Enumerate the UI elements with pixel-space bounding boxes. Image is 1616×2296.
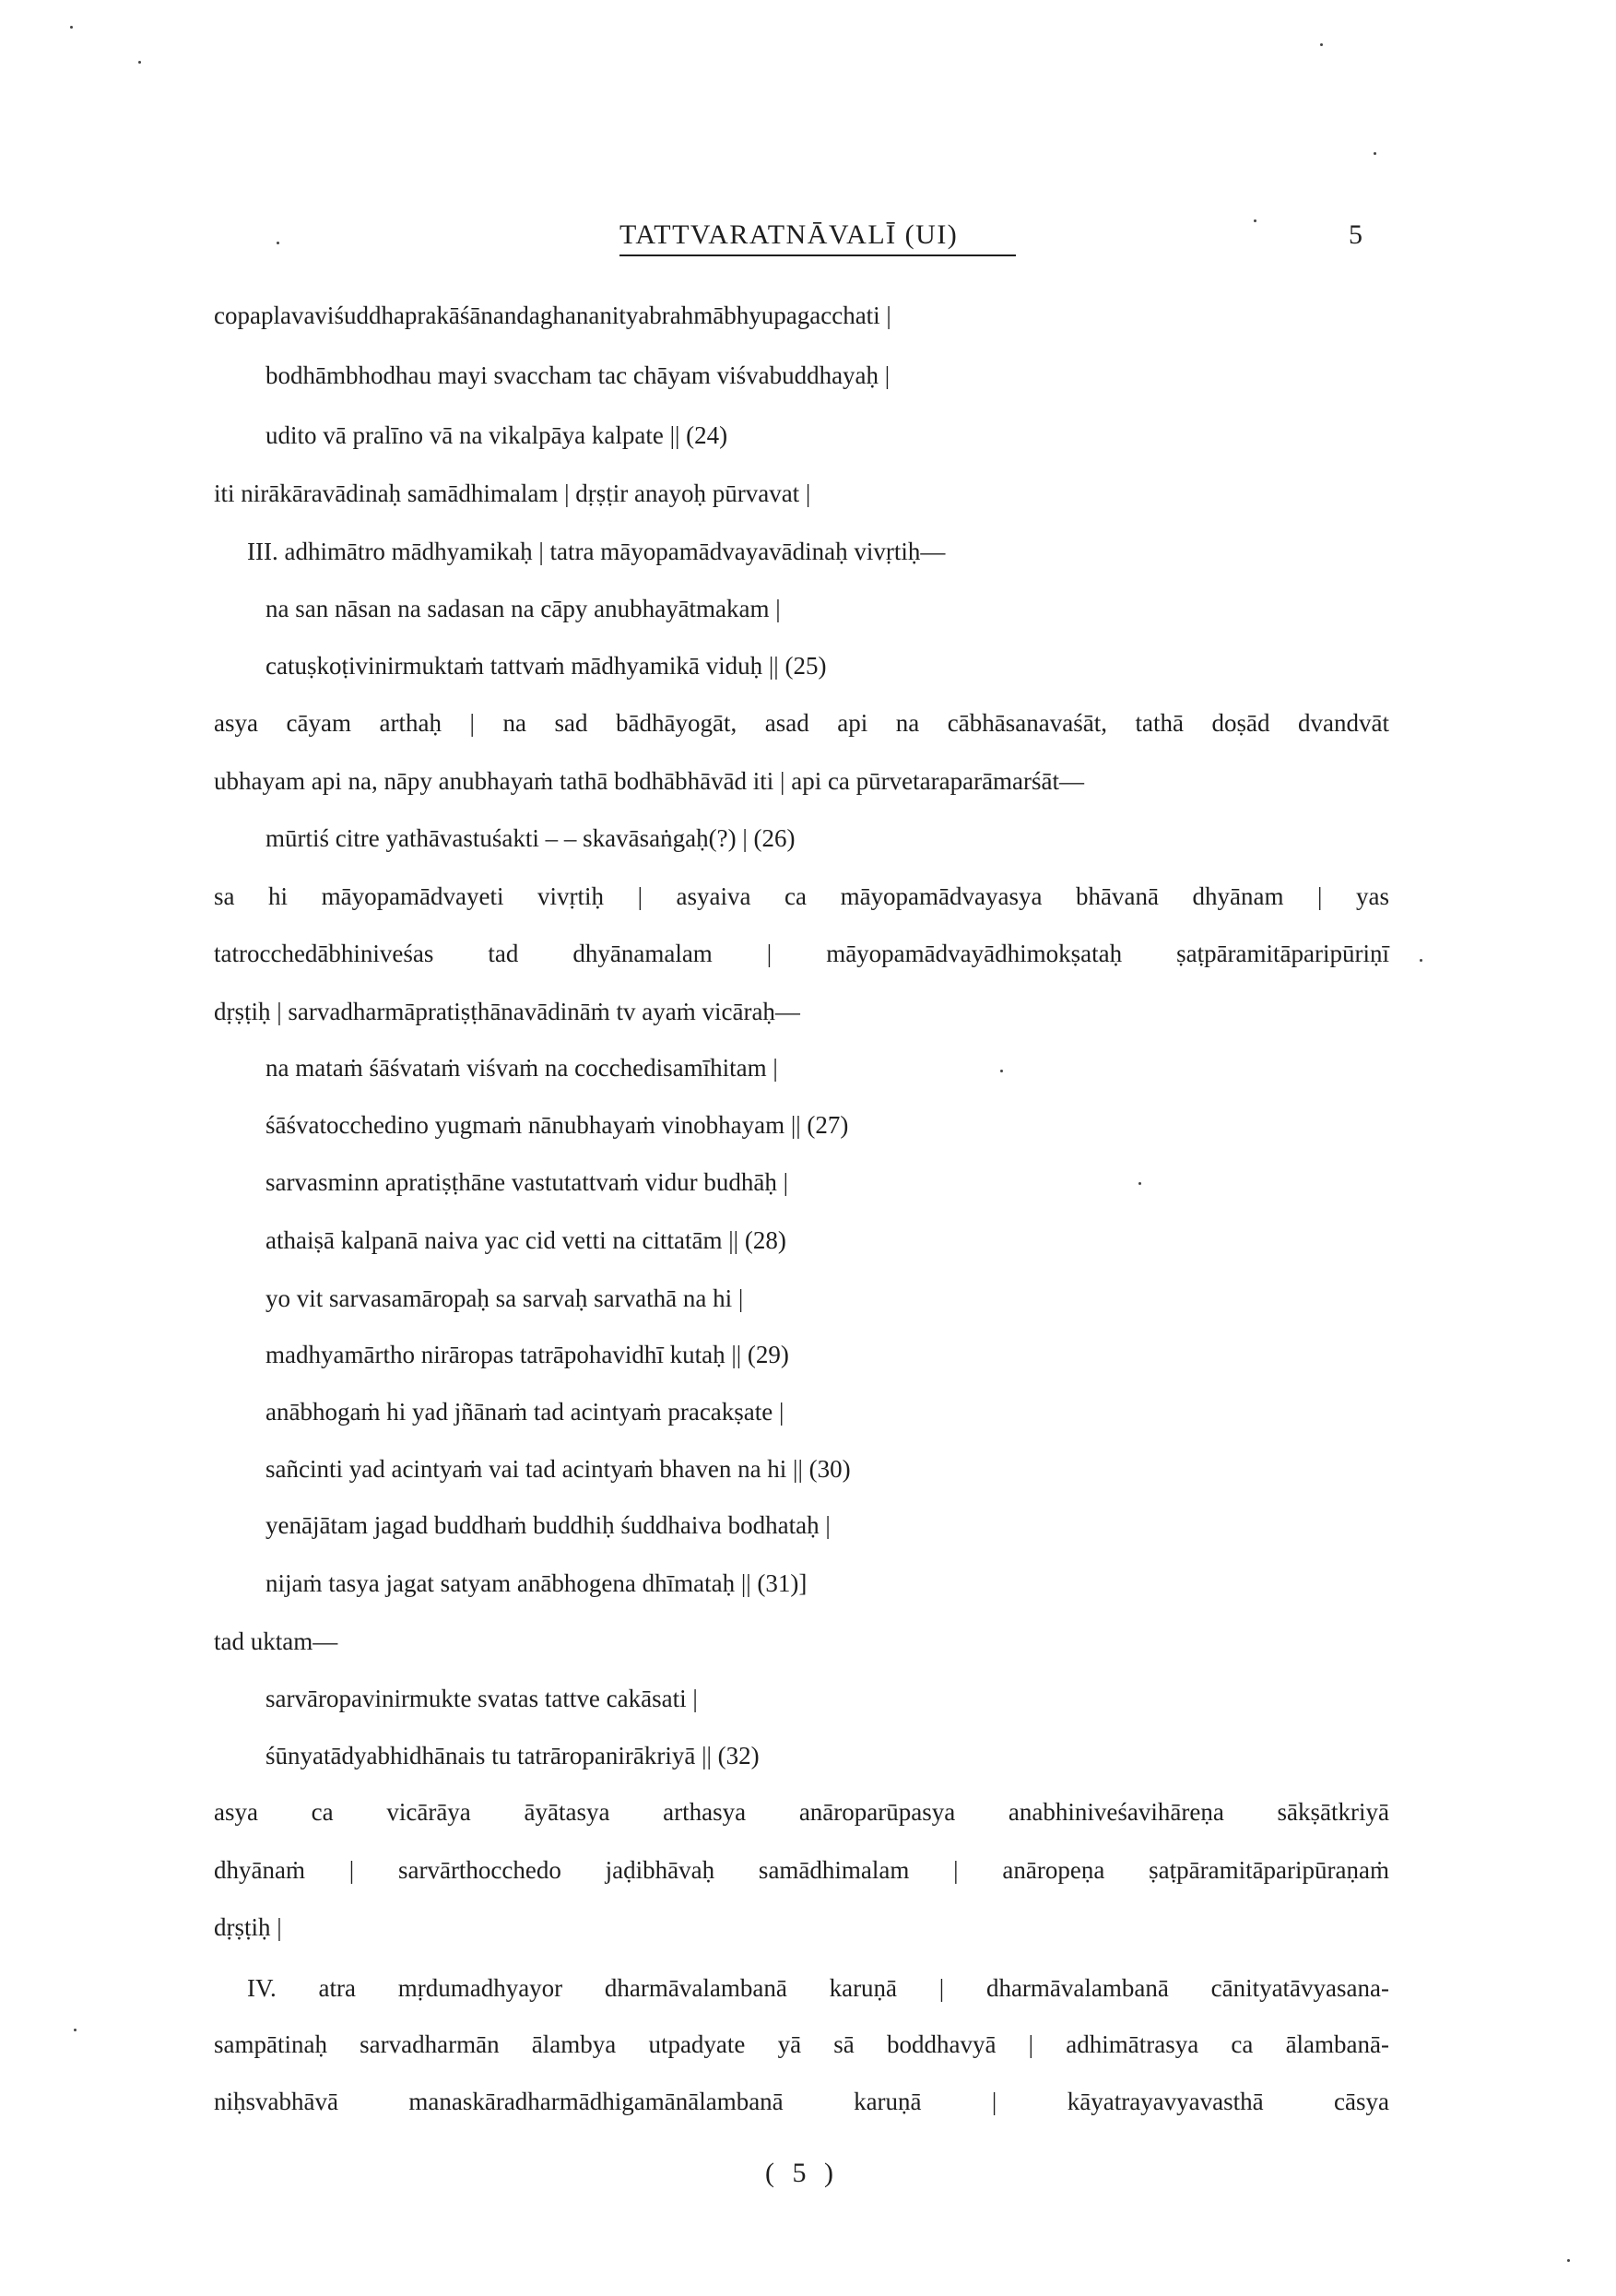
verse-line: na san nāsan na sadasan na cāpy anubhayātmakam | bbox=[265, 595, 781, 622]
verse-line: na mataṁ śāśvataṁ viśvaṁ na cocchedisamīhitam | bbox=[265, 1054, 778, 1082]
verse-line: anābhogaṁ hi yad jñānaṁ tad acintyaṁ pracakṣate | bbox=[265, 1398, 784, 1426]
text-line: sa hi māyopamādvayeti vivṛtiḥ | asyaiva ca māyopamādvayasya bhāvanā dhyānam | yas bbox=[214, 882, 1389, 910]
text-line: copaplavaviśuddhaprakāśānandaghananityabrahmābhyupagacchati | bbox=[214, 302, 891, 329]
scan-speck bbox=[1138, 1182, 1141, 1185]
verse-line: yenājātam jagad buddhaṁ buddhiḥ śuddhaiva bodhataḥ | bbox=[265, 1511, 831, 1539]
section-heading: III. adhimātro mādhyamikaḥ | tatra māyopamādvayavādinaḥ vivṛtiḥ— bbox=[247, 538, 946, 565]
running-title: TATTVARATNĀVALĪ (UI) bbox=[619, 219, 1016, 256]
text-line: dṛṣṭiḥ | sarvadharmāpratiṣṭhānavādināṁ tv ayaṁ vicāraḥ— bbox=[214, 998, 800, 1025]
text-line: sampātinaḥ sarvadharmān ālambya utpadyate yā sā boddhavyā | adhimātrasya ca ālambanā- bbox=[214, 2030, 1389, 2058]
verse-line: nijaṁ tasya jagat satyam anābhogena dhīmataḥ || (31)] bbox=[265, 1569, 808, 1597]
verse-line: śāśvatocchedino yugmaṁ nānubhayaṁ vinobhayam || (27) bbox=[265, 1111, 849, 1139]
scan-speck bbox=[74, 2029, 77, 2031]
scan-speck bbox=[70, 26, 73, 29]
verse-line: mūrtiś citre yathāvastuśakti – – skavāsaṅgaḥ(?) | (26) bbox=[265, 824, 796, 852]
verse-line: catuṣkoṭivinirmuktaṁ tattvaṁ mādhyamikā viduḥ || (25) bbox=[265, 652, 827, 680]
text-line: dhyānaṁ | sarvārthocchedo jaḍibhāvaḥ samādhimalam | anāropeṇa ṣaṭpāramitāparipūraṇaṁ bbox=[214, 1856, 1389, 1884]
verse-line: sarvasminn apratiṣṭhāne vastutattvaṁ vidur budhāḥ | bbox=[265, 1168, 789, 1196]
scan-speck bbox=[277, 242, 279, 244]
verse-line: sañcinti yad acintyaṁ vai tad acintyaṁ bhaven na hi || (30) bbox=[265, 1455, 851, 1483]
scan-speck bbox=[1254, 219, 1256, 222]
scan-speck bbox=[1374, 152, 1376, 155]
scan-speck bbox=[1420, 959, 1422, 962]
scan-speck bbox=[1567, 2259, 1570, 2262]
verse-line: udito vā pralīno vā na vikalpāya kalpate || (24) bbox=[265, 421, 728, 449]
text-line: dṛṣṭiḥ | bbox=[214, 1913, 282, 1941]
text-line: tad uktam— bbox=[214, 1627, 338, 1655]
text-line: asya cāyam arthaḥ | na sad bādhāyogāt, asad api na cābhāsanavaśāt, tathā doṣād dvandvāt bbox=[214, 709, 1389, 737]
page-footer-number: ( 5 ) bbox=[765, 2158, 839, 2188]
page-header bbox=[0, 210, 1616, 266]
section-heading: IV. atra mṛdumadhyayor dharmāvalambanā karuṇā | dharmāvalambanā cānityatāvyasana- bbox=[247, 1974, 1389, 2002]
text-line: ubhayam api na, nāpy anubhayaṁ tathā bodhābhāvād iti | api ca pūrvetaraparāmarśāt— bbox=[214, 767, 1085, 795]
page-number: 5 bbox=[1349, 219, 1362, 250]
text-line: iti nirākāravādinaḥ samādhimalam | dṛṣṭir anayoḥ pūrvavat | bbox=[214, 479, 811, 507]
verse-line: śūnyatādyabhidhānais tu tatrāropanirākriyā || (32) bbox=[265, 1742, 760, 1769]
text-line: asya ca vicārāya āyātasya arthasya anāroparūpasya anabhiniveśavihāreṇa sākṣātkriyā bbox=[214, 1798, 1389, 1826]
verse-line: bodhāmbhodhau mayi svaccham tac chāyam viśvabuddhayaḥ | bbox=[265, 361, 891, 389]
verse-line: madhyamārtho nirāropas tatrāpohavidhī kutaḥ || (29) bbox=[265, 1341, 789, 1368]
scan-speck bbox=[1320, 43, 1323, 46]
verse-line: athaiṣā kalpanā naiva yac cid vetti na cittatām || (28) bbox=[265, 1226, 786, 1254]
scan-speck bbox=[1000, 1070, 1003, 1072]
verse-line: sarvāropavinirmukte svatas tattve cakāsati | bbox=[265, 1685, 698, 1712]
verse-line: yo vit sarvasamāropaḥ sa sarvaḥ sarvathā na hi | bbox=[265, 1284, 744, 1312]
text-line: tatrocchedābhiniveśas tad dhyānamalam | māyopamādvayādhimokṣataḥ ṣaṭpāramitāparipūriṇī bbox=[214, 940, 1389, 967]
scan-speck bbox=[138, 61, 141, 64]
text-line: niḥsvabhāvā manaskāradharmādhigamānālambanā karuṇā | kāyatrayavyavasthā cāsya bbox=[214, 2088, 1389, 2115]
